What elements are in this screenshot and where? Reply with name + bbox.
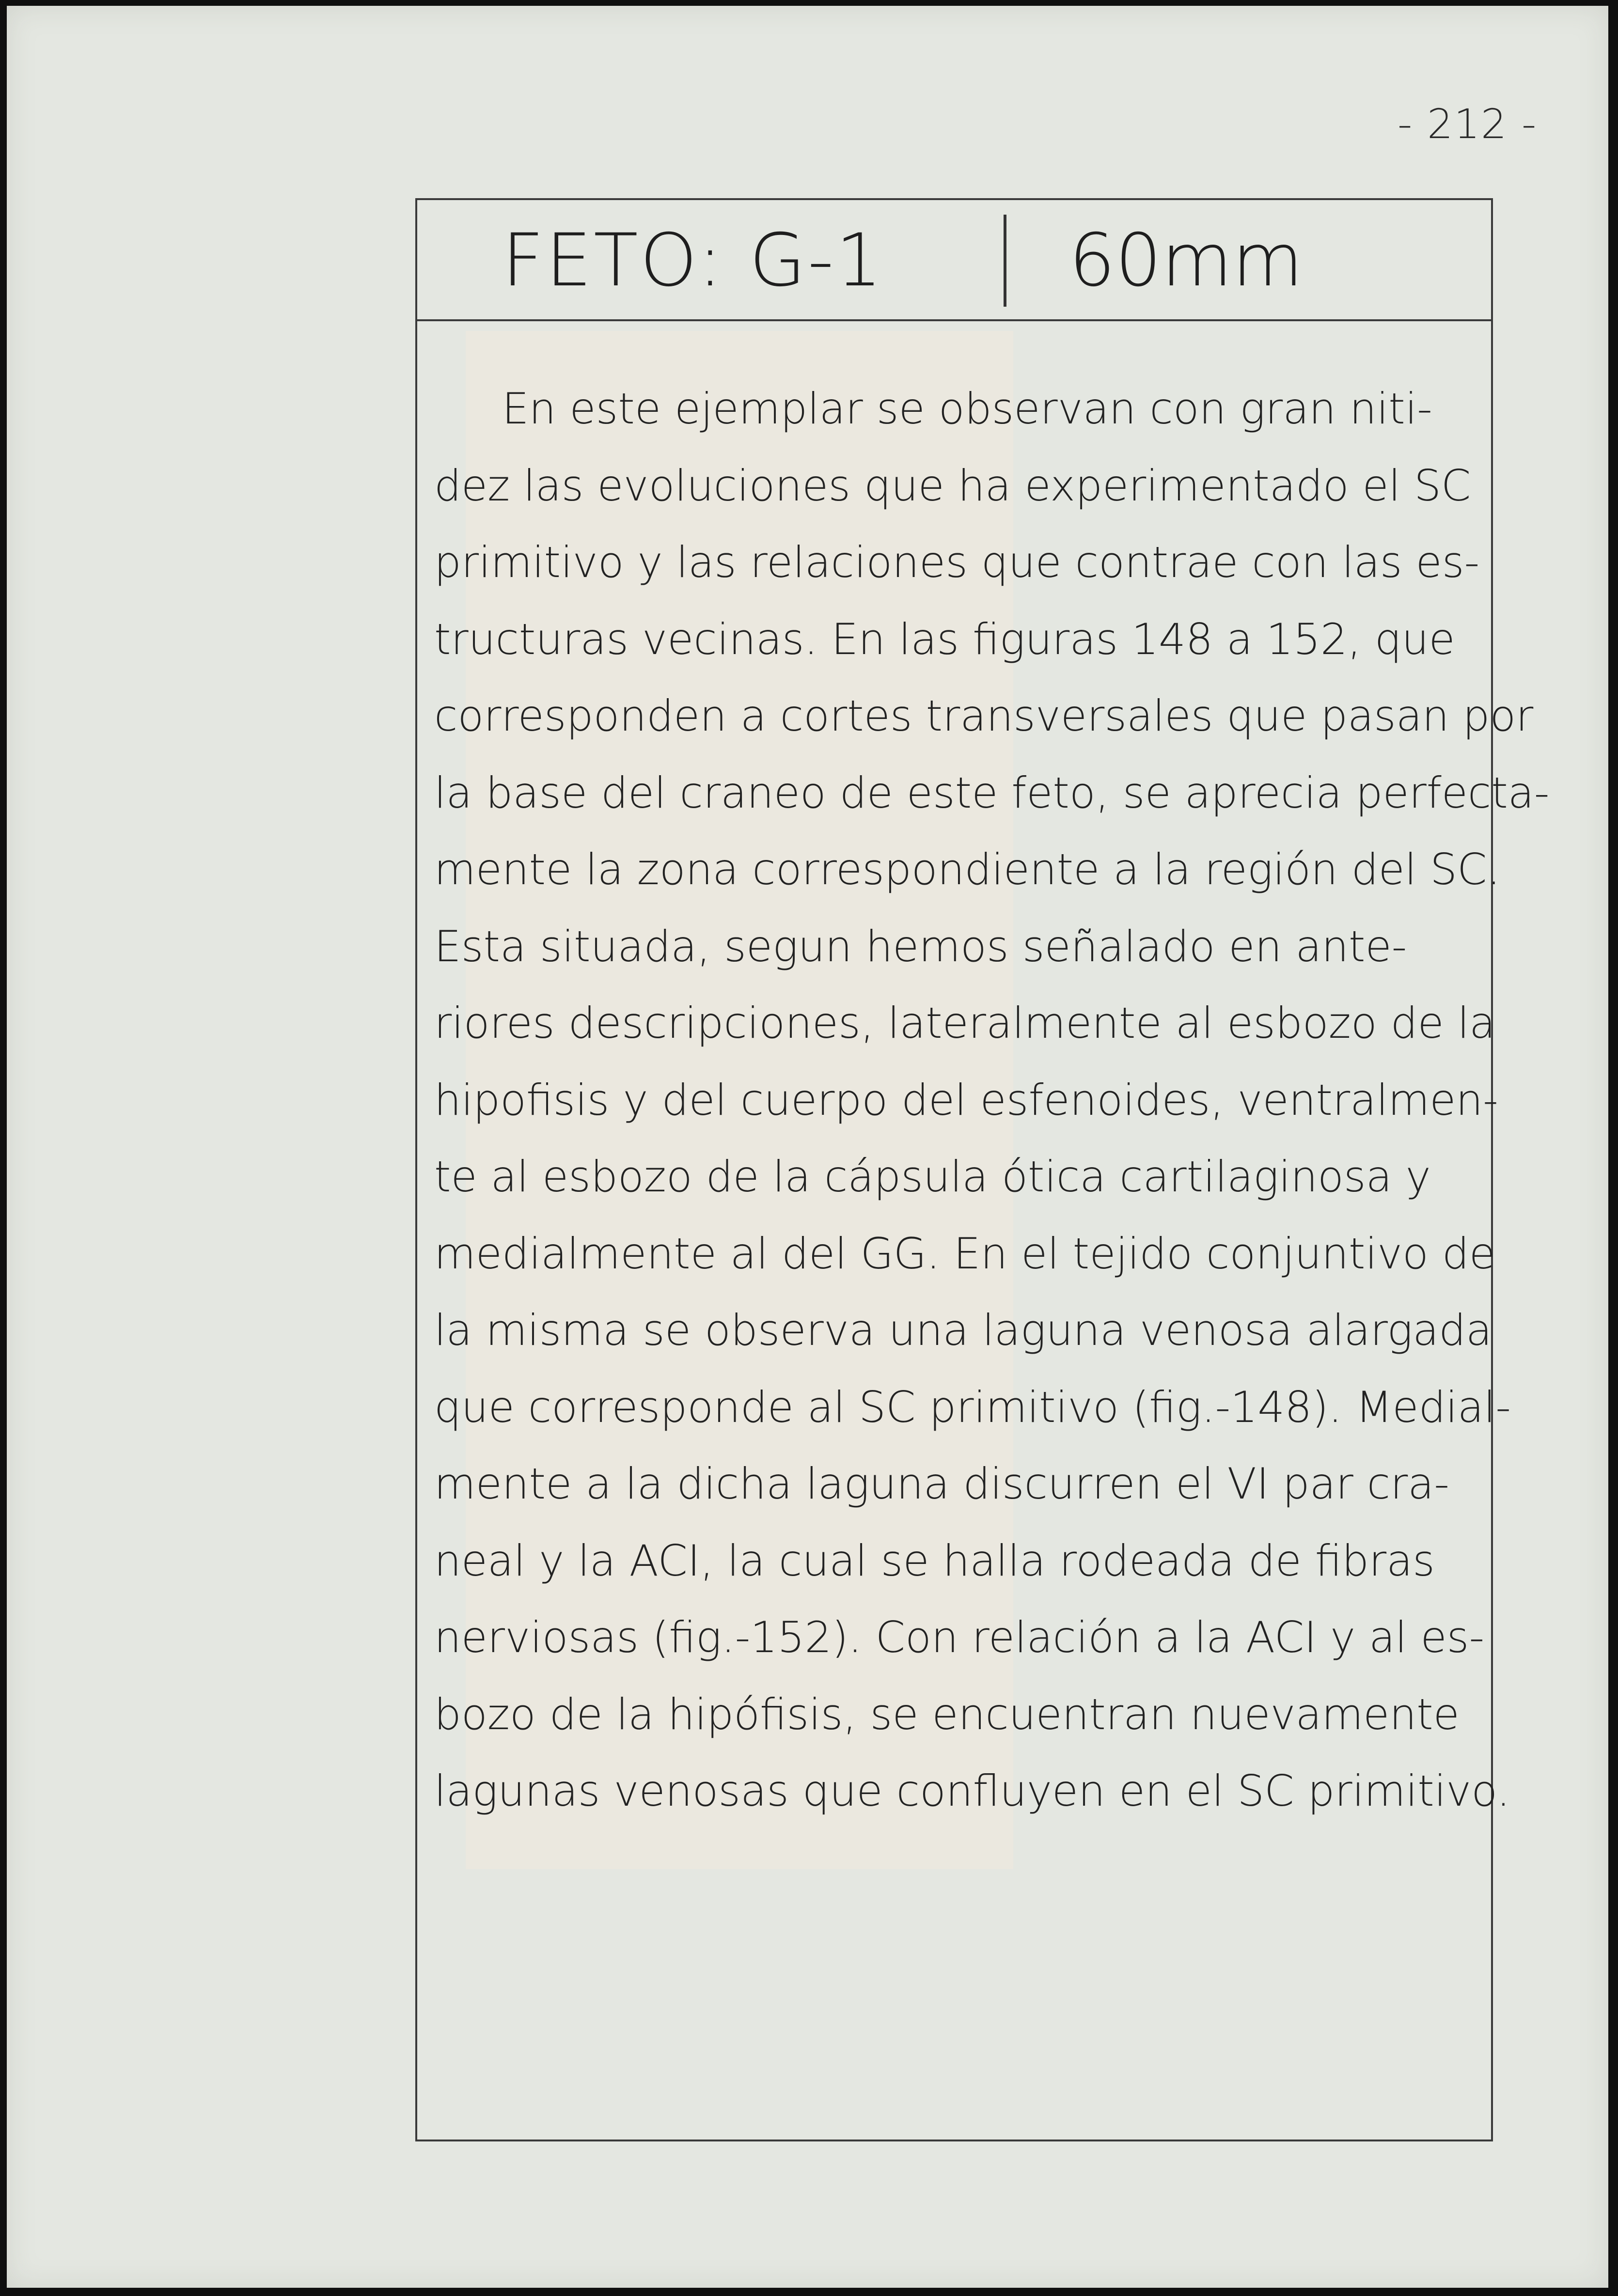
body-line: bozo de la hipófisis, se encuentran nuevamente [434, 1689, 1460, 1739]
document-frame [415, 198, 1550, 2141]
page-number: - 212 - [1398, 100, 1538, 148]
paper-sheet [7, 6, 1608, 2288]
body-line: primitivo y las relaciones que contrae con las es- [434, 537, 1480, 587]
header-divider [1004, 215, 1006, 307]
body-line: la base del craneo de este feto, se aprecia perfecta- [434, 767, 1550, 818]
body-line: neal y la ACI, la cual se halla rodeada de fibras [434, 1535, 1435, 1586]
body-line: la misma se observa una laguna venosa alargada [434, 1305, 1492, 1355]
body-line: medialmente al del GG. En el tejido conjuntivo de [434, 1228, 1495, 1279]
body-line: tructuras vecinas. En las figuras 148 a 152, que [434, 614, 1455, 664]
body-line: te al esbozo de la cápsula ótica cartilaginosa y [434, 1152, 1431, 1202]
body-line: que corresponde al SC primitivo (fig.-148). Medial- [434, 1382, 1511, 1432]
body-line: corresponden a cortes transversales que pasan por [434, 691, 1534, 741]
specimen-size: 60mm [1069, 219, 1304, 303]
header-row [417, 200, 1491, 321]
body-line: riores descripciones, lateralmente al esbozo de la [434, 998, 1495, 1048]
body-line: nerviosas (fig.-152). Con relación a la ACI y al es- [434, 1612, 1485, 1662]
body-line: mente a la dicha laguna discurren el VI par cra- [434, 1459, 1449, 1509]
body-line: hipofisis y del cuerpo del esfenoides, ventralmen- [434, 1075, 1498, 1125]
body-line: Esta situada, segun hemos señalado en ante- [434, 921, 1407, 971]
body-line: dez las evoluciones que ha experimentado el SC [434, 460, 1471, 511]
body-line: mente la zona correspondiente a la región del SC. [434, 844, 1501, 894]
body-line: lagunas venosas que confluyen en el SC primitivo. [434, 1766, 1510, 1816]
body-line: En este ejemplar se observan con gran niti- [502, 384, 1432, 434]
specimen-label: FETO: G-1 [502, 219, 884, 303]
body-text [434, 371, 1550, 1830]
